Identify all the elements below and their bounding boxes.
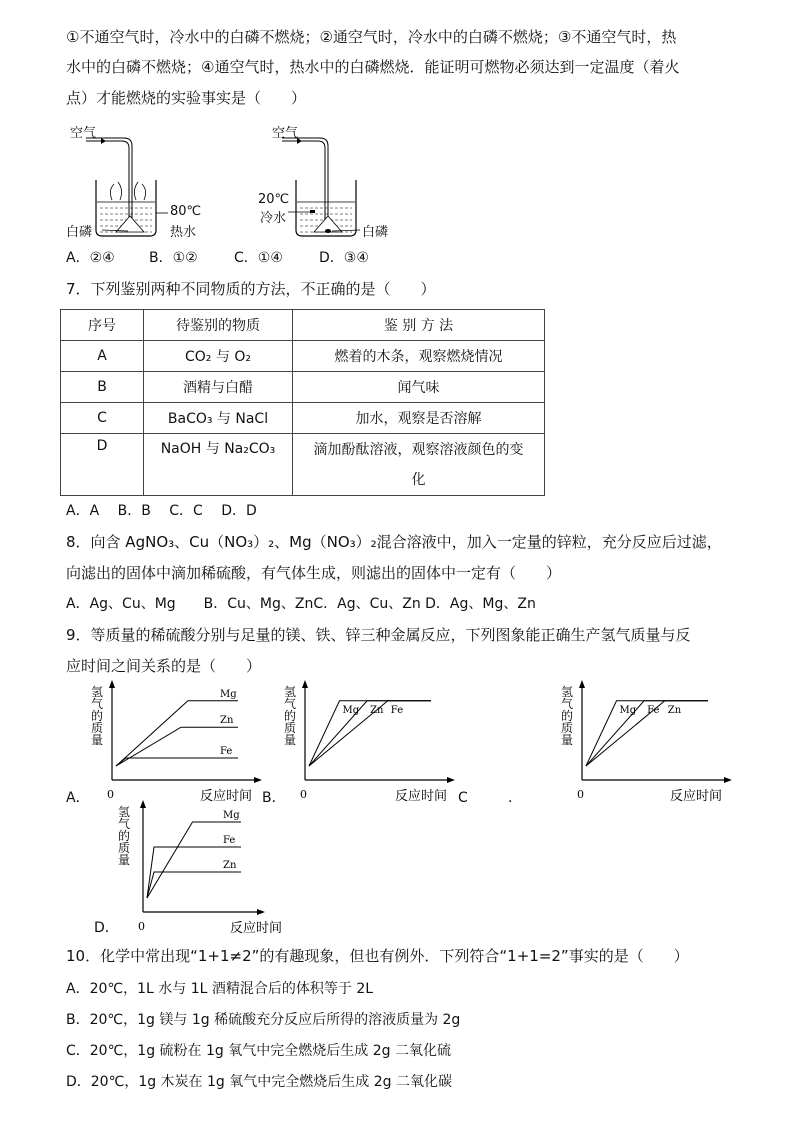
chart-b-ylabel-char: 的 — [284, 709, 297, 723]
table-row — [61, 434, 545, 496]
chart-c-x-arrow — [724, 777, 732, 783]
row-method — [293, 434, 545, 496]
chart-a-ylabel-char: 的 — [91, 709, 104, 723]
q8-stem-line1: 8．向含 AgNO₃、Cu（NO₃）₂、Mg（NO₃）₂混合溶液中，加入一定量的锌粒，充分反应后过滤， — [66, 533, 722, 551]
chart-a-option-label: A． — [66, 790, 90, 806]
chart-d-y-arrow — [140, 800, 146, 808]
air-label-cold: 空气 — [272, 126, 299, 141]
table-row — [61, 372, 545, 403]
q10-stem: 10．化学中常出现“1+1≠2”的有趣现象，但也有例外．下列符合“1+1=2”事实的是（ ） — [66, 947, 689, 965]
chart-d-label-zn: Zn — [223, 860, 237, 871]
chart-c-ylabel-char: 氢 — [561, 685, 574, 699]
chart-b-y-arrow — [302, 680, 308, 688]
q10-option-c: C．20℃，1g 硫粉在 1g 氧气中完全燃烧后生成 2g 二氧化硫 — [66, 1043, 451, 1059]
chart-a-ylabel-char: 质 — [91, 721, 104, 735]
chart-c-origin: 0 — [577, 788, 584, 801]
water-label-hot: 热水 — [170, 225, 197, 240]
header-cell: 鉴 别 方 法 — [293, 310, 545, 341]
chart-a-label-fe: Fe — [220, 746, 233, 757]
row-id: A — [61, 341, 144, 372]
q6-option-d: D．③④ — [319, 250, 369, 266]
chart-d-ylabel-char: 质 — [118, 841, 131, 855]
chart-c-ylabel-char: 气 — [561, 697, 574, 711]
q6-stem-line2: 水中的白磷不燃烧；④通空气时，热水中的白磷燃烧．能证明可燃物必须达到一定温度（着火 — [66, 58, 680, 76]
header-cell: 待鉴别的物质 — [144, 310, 293, 341]
q8-options: A．Ag、Cu、Mg B．Cu、Mg、ZnC．Ag、Cu、Zn D．Ag、Mg、Zn — [66, 596, 536, 612]
q6-stem-line1: ①不通空气时，冷水中的白磷不燃烧；②通空气时，冷水中的白磷不燃烧；③不通空气时，热 — [66, 28, 677, 46]
chart-d-x-arrow — [257, 909, 265, 915]
q6-apparatus-hot — [66, 118, 206, 243]
chart-b-label-zn: Zn — [370, 704, 384, 716]
chart-b-ylabel-char: 氢 — [284, 685, 297, 699]
row-method-line1: 滴加酚酞溶液，观察溶液颜色的变 — [313, 441, 524, 458]
q7-options: A．A B．B C．C D．D — [66, 503, 257, 519]
row-id: B — [61, 372, 144, 403]
chart-d-ylabel-char: 量 — [118, 853, 131, 867]
chart-c-ylabel-char: 量 — [561, 733, 574, 747]
chart-d-ylabel-char: 的 — [118, 829, 131, 843]
chart-d-ylabel-char: 氢 — [118, 805, 131, 819]
table-row — [61, 341, 545, 372]
chart-b-origin: 0 — [300, 788, 307, 801]
row-method: 燃着的木条，观察燃烧情况 — [293, 341, 545, 372]
q6-option-a: A．②④ — [66, 250, 115, 266]
chart-a-series-fe — [116, 758, 238, 766]
chart-b-ylabel-char: 质 — [284, 721, 297, 735]
chart-a-ylabel-char: 氢 — [91, 685, 104, 699]
chart-c-ylabel-char: 的 — [561, 709, 574, 723]
chart-a-label-zn: Zn — [220, 715, 234, 727]
row-id: D — [61, 434, 144, 496]
row-method: 加水，观察是否溶解 — [293, 403, 545, 434]
chart-a-ylabel-char: 气 — [91, 697, 104, 711]
q9-stem-line1: 9．等质量的稀硫酸分别与足量的镁、铁、锌三种金属反应，下列图象能正确生产氢气质量与反 — [66, 626, 691, 644]
row-substances: BaCO₃ 与 NaCl — [144, 403, 293, 434]
water-label-cold: 冷水 — [260, 211, 287, 226]
temp-label-hot: 80℃ — [170, 204, 202, 219]
chart-b-option-label: B． — [262, 790, 286, 806]
chart-b-xlabel: 反应时间 — [395, 789, 448, 804]
q8-stem-line2: 向滤出的固体中滴加稀硫酸，有气体生成，则滤出的固体中一定有（ ） — [66, 564, 562, 582]
chart-a-origin: 0 — [107, 788, 114, 801]
chart-d-label-mg: Mg — [223, 810, 240, 821]
q6-option-b: B．①② — [149, 250, 198, 266]
row-substances: 酒精与白醋 — [144, 372, 293, 403]
row-id: C — [61, 403, 144, 434]
row-substances: CO₂ 与 O₂ — [144, 341, 293, 372]
chart-c-y-arrow — [579, 680, 585, 688]
chart-c-label-zn: Zn — [667, 704, 682, 716]
phosphorus-label-cold: 白磷 — [362, 225, 389, 240]
chart-a-y-arrow — [109, 680, 115, 688]
chart-d-label-fe: Fe — [223, 835, 236, 846]
q6-apparatus-cold — [258, 118, 408, 243]
header-cell: 序号 — [61, 310, 144, 341]
q10-option-b: B．20℃，1g 镁与 1g 稀硫酸充分反应后所得的溶液质量为 2g — [66, 1012, 461, 1028]
chart-d-origin: 0 — [138, 920, 145, 933]
chart-c-option-label: C — [458, 790, 468, 806]
chart-b-ylabel-char: 气 — [284, 697, 297, 711]
q6-stem-line3: 点）才能燃烧的实验事实是（ ） — [66, 89, 307, 107]
q10-option-a: A．20℃，1L 水与 1L 酒精混合后的体积等于 2L — [66, 981, 374, 997]
row-substances: NaOH 与 Na₂CO₃ — [144, 434, 293, 496]
chart-b-label-fe: Fe — [390, 704, 404, 716]
chart-c-label-mg: Mg — [619, 704, 637, 716]
q10-option-d: D．20℃，1g 木炭在 1g 氧气中完全燃烧后生成 2g 二氧化碳 — [66, 1074, 452, 1090]
chart-d-series-zn — [147, 872, 241, 898]
chart-c-label-fe: Fe — [647, 704, 660, 716]
table-row — [61, 403, 545, 434]
chart-a-ylabel-char: 量 — [91, 733, 104, 747]
chart-b-x-arrow — [447, 777, 455, 783]
chart-c-xlabel: 反应时间 — [670, 789, 723, 804]
table-header-row — [61, 310, 545, 341]
chart-b-label-mg: Mg — [342, 704, 360, 716]
temp-label-cold: 20℃ — [258, 192, 290, 207]
chart-c-option-dot: . — [508, 790, 513, 806]
q9-stem-line2: 应时间之间关系的是（ ） — [66, 657, 262, 675]
phosphorus-label-hot: 白磷 — [66, 225, 93, 240]
q9-charts — [0, 680, 794, 940]
chart-c-ylabel-char: 质 — [561, 721, 574, 735]
q7-table — [60, 309, 545, 496]
chart-d-ylabel-char: 气 — [118, 817, 131, 831]
chart-a-x-arrow — [254, 777, 262, 783]
row-method-line2: 化 — [411, 471, 426, 488]
chart-d-xlabel: 反应时间 — [230, 921, 283, 936]
q7-stem: 7．下列鉴别两种不同物质的方法，不正确的是（ ） — [66, 280, 436, 298]
chart-a-xlabel: 反应时间 — [200, 789, 253, 804]
chart-a-label-mg: Mg — [220, 688, 237, 700]
chart-b-ylabel-char: 量 — [284, 733, 297, 747]
row-method: 闻气味 — [293, 372, 545, 403]
chart-d-option-label: D． — [94, 920, 119, 936]
q6-option-c: C．①④ — [234, 250, 283, 266]
air-label-hot: 空气 — [70, 126, 97, 141]
